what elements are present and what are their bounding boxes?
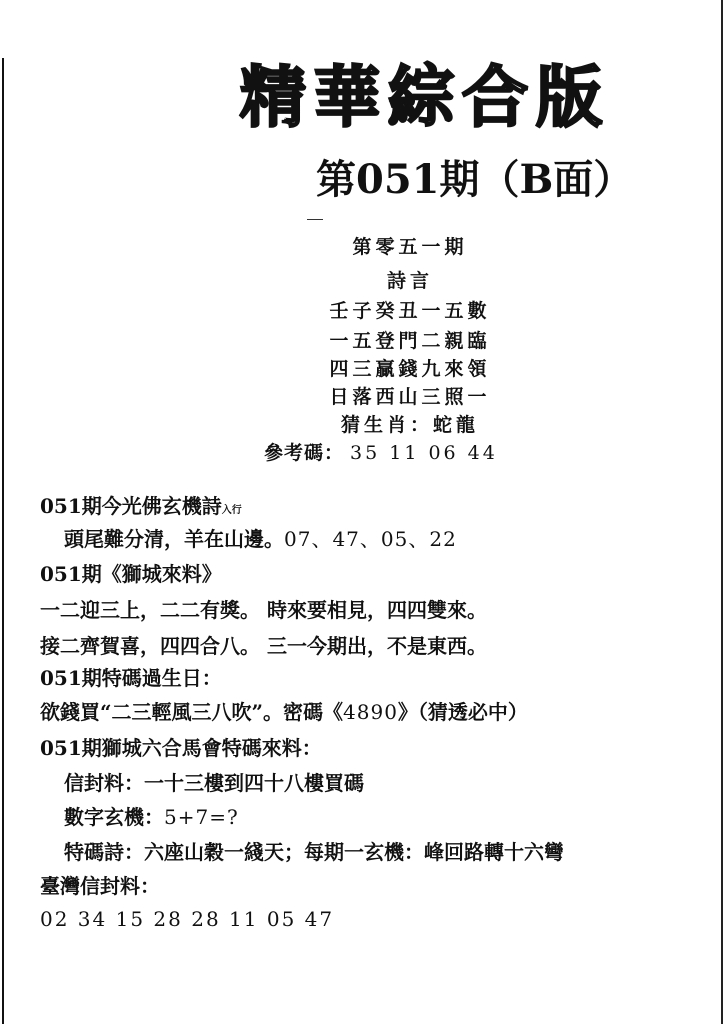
section-2-line-1: 一二迎三上，二二有獎。 時來要相見，四四雙來。 [40,598,487,622]
poem-line-3: 四三贏錢九來領 [329,358,491,380]
left-border [2,58,4,1024]
s4-letter-label: 信封料： [64,771,144,795]
section-1-title [40,492,242,525]
s4-number-label: 數字玄機： [64,805,164,829]
s1-text: 頭尾難分清，羊在山邊。 [64,527,284,551]
section-3-title: 051期特碼過生日： [40,666,222,690]
poem-heading: 第零五一期 [352,236,468,258]
section-5-title: 臺灣信封料： [40,874,160,898]
s3-code: 4890 [343,700,398,724]
zodiac-guess [240,410,580,437]
ref-numbers: 35 11 06 44 [350,442,498,464]
s3-text-a: 欲錢買“二三輕風三八吹”。密碼《 [40,700,344,724]
s3-text-b: 》（猜透必中） [397,700,528,724]
ref-label: 參考碼： [264,442,345,464]
s4-letter-value: 一十三樓到四十八樓買碼 [144,771,364,795]
poem-subheading: 詩言 [386,270,433,292]
poem-line-4: 日落西山三照一 [329,386,491,408]
section-2-title: 051期《獅城來料》 [40,562,222,586]
poem-line-2: 一五登門二親臨 [329,330,491,352]
section-4-number [64,803,239,831]
section-4-poem [64,838,564,866]
s1-mark: 入行 [221,505,242,516]
section-4-title: 051期獅城六合馬會特碼來料： [40,736,322,760]
right-border [721,0,723,1024]
s5-numbers: 02 34 15 28 28 11 05 47 [40,907,335,931]
reference-codes [264,438,498,465]
zodiac-value: 蛇龍 [433,414,480,436]
section-5-numbers [40,905,334,933]
section-4-letter [64,769,364,797]
s4-poem-value: 六座山穀一綫天；每期一玄機：峰回路轉十六彎 [144,840,564,864]
s1-numbers: 07、47、05、22 [284,527,457,551]
zodiac-label: 猜生肖： [340,414,433,436]
poem-line-1: 壬子癸丑一五數 [329,300,491,322]
section-3-text [40,698,528,726]
main-title: 精華綜合版 [240,59,610,136]
s4-poem-label: 特碼詩： [64,840,144,864]
s4-number-value: 5+7=? [164,805,239,829]
issue-title: 第051期（B面） [316,156,634,203]
divider [307,219,323,220]
section-2-line-2: 接二齊賀喜，四四合八。 三一今期出，不是東西。 [40,634,487,658]
section-1-text [64,525,457,553]
s1-title-text: 051期今光佛玄機詩 [40,494,222,518]
